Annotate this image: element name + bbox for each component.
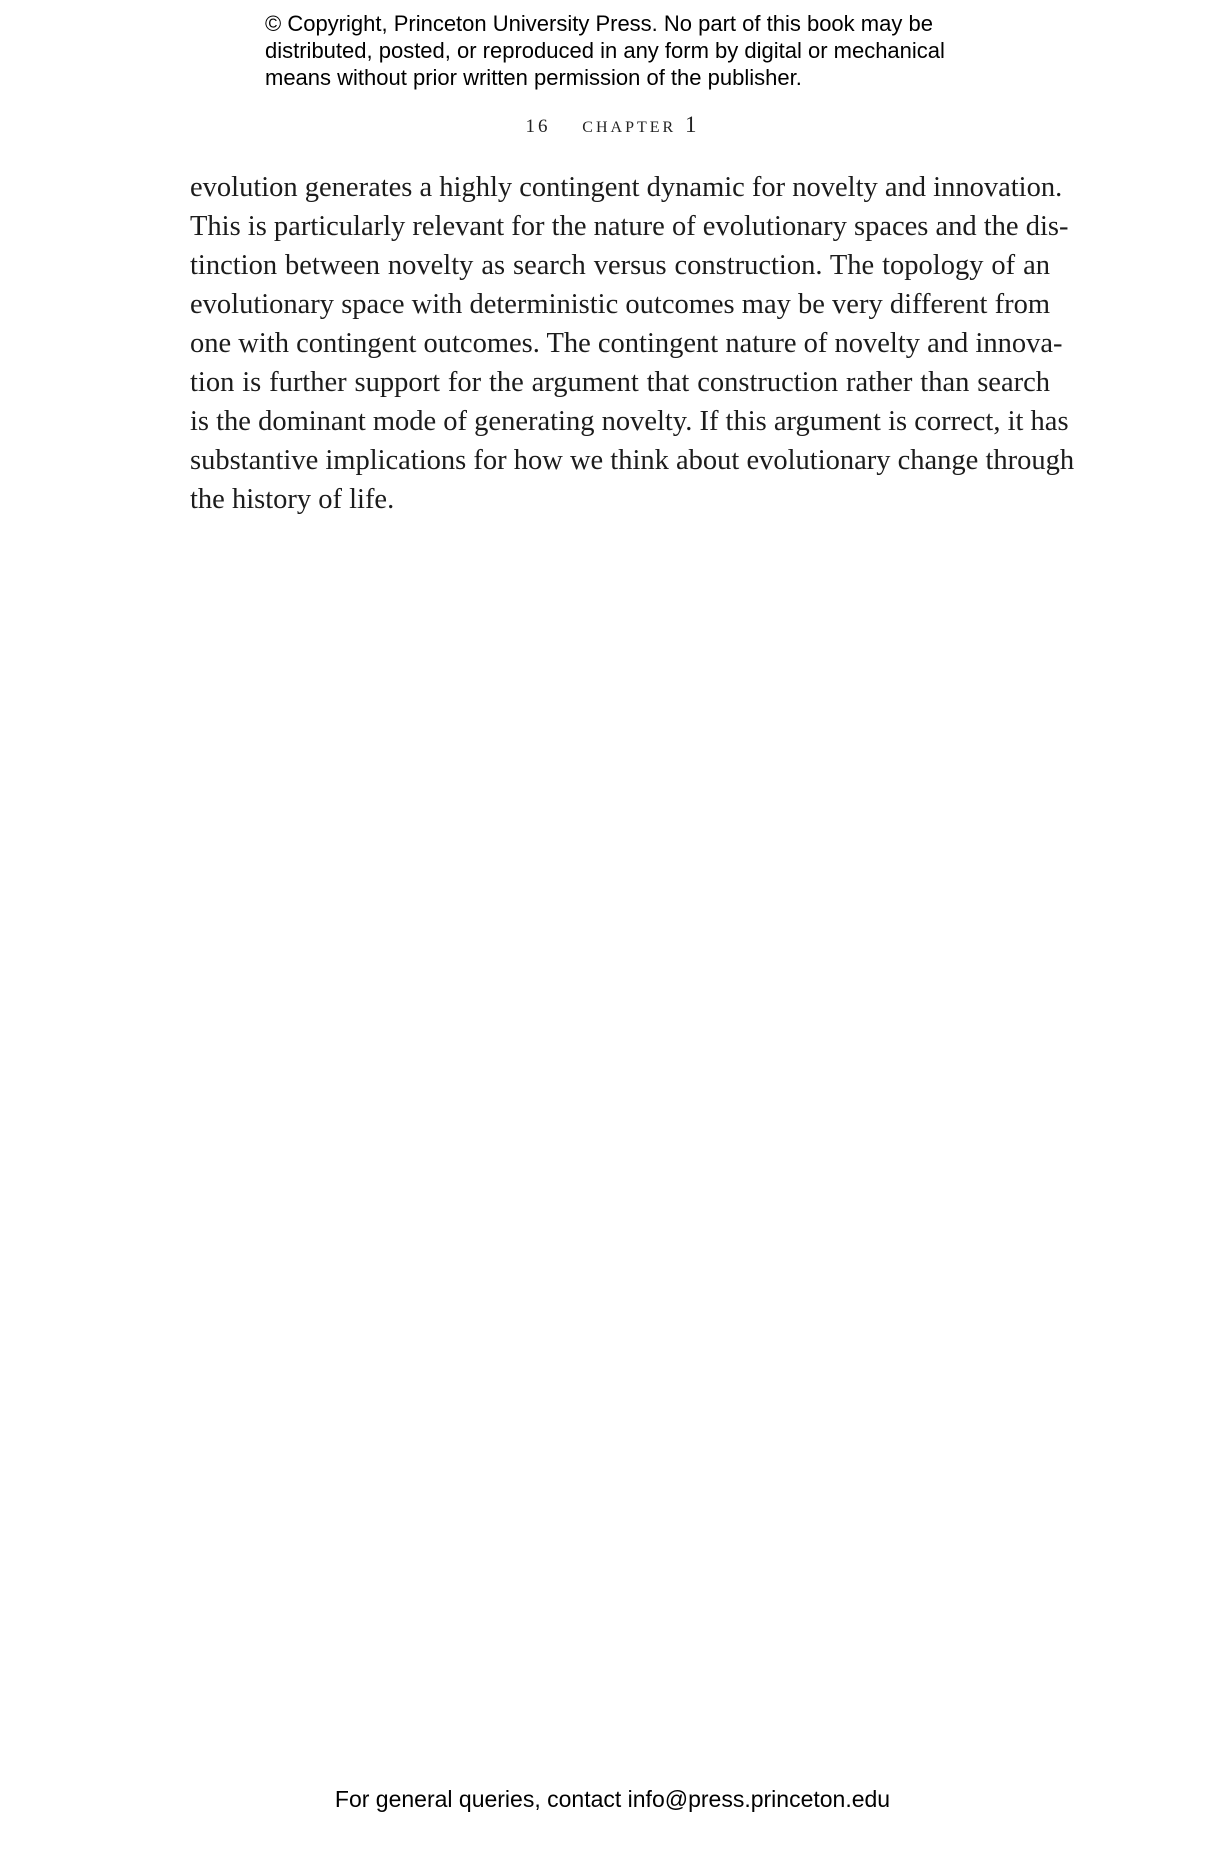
body-line: one with contingent outcomes. The contingent nature of novelty and innova- bbox=[190, 328, 1063, 359]
copyright-line: means without prior written permission of the publisher. bbox=[265, 65, 802, 90]
body-line: tion is further support for the argument that construction rather than search bbox=[190, 367, 1050, 398]
running-head bbox=[0, 112, 1225, 138]
body-paragraph bbox=[190, 168, 1075, 519]
chapter-label: chapter 1 bbox=[582, 112, 700, 137]
footer-contact: For general queries, contact info@press.princeton.edu bbox=[334, 1786, 891, 1812]
body-line: the history of life. bbox=[190, 484, 395, 515]
body-line: is the dominant mode of generating novelty. If this argument is correct, it has bbox=[190, 406, 1069, 437]
body-line: tinction between novelty as search versus construction. The topology of an bbox=[190, 250, 1050, 281]
page-number: 16 bbox=[525, 116, 551, 137]
body-line: substantive implications for how we think about evolutionary change through bbox=[190, 445, 1075, 476]
copyright-line: distributed, posted, or reproduced in any form by digital or mechanical bbox=[265, 38, 945, 63]
copyright-notice bbox=[265, 10, 1025, 91]
body-line: evolution generates a highly contingent dynamic for novelty and innovation. bbox=[190, 172, 1063, 203]
body-line: evolutionary space with deterministic outcomes may be very different from bbox=[190, 289, 1050, 320]
body-line: This is particularly relevant for the nature of evolutionary spaces and the dis- bbox=[190, 211, 1069, 242]
copyright-line: © Copyright, Princeton University Press. No part of this book may be bbox=[265, 11, 933, 36]
